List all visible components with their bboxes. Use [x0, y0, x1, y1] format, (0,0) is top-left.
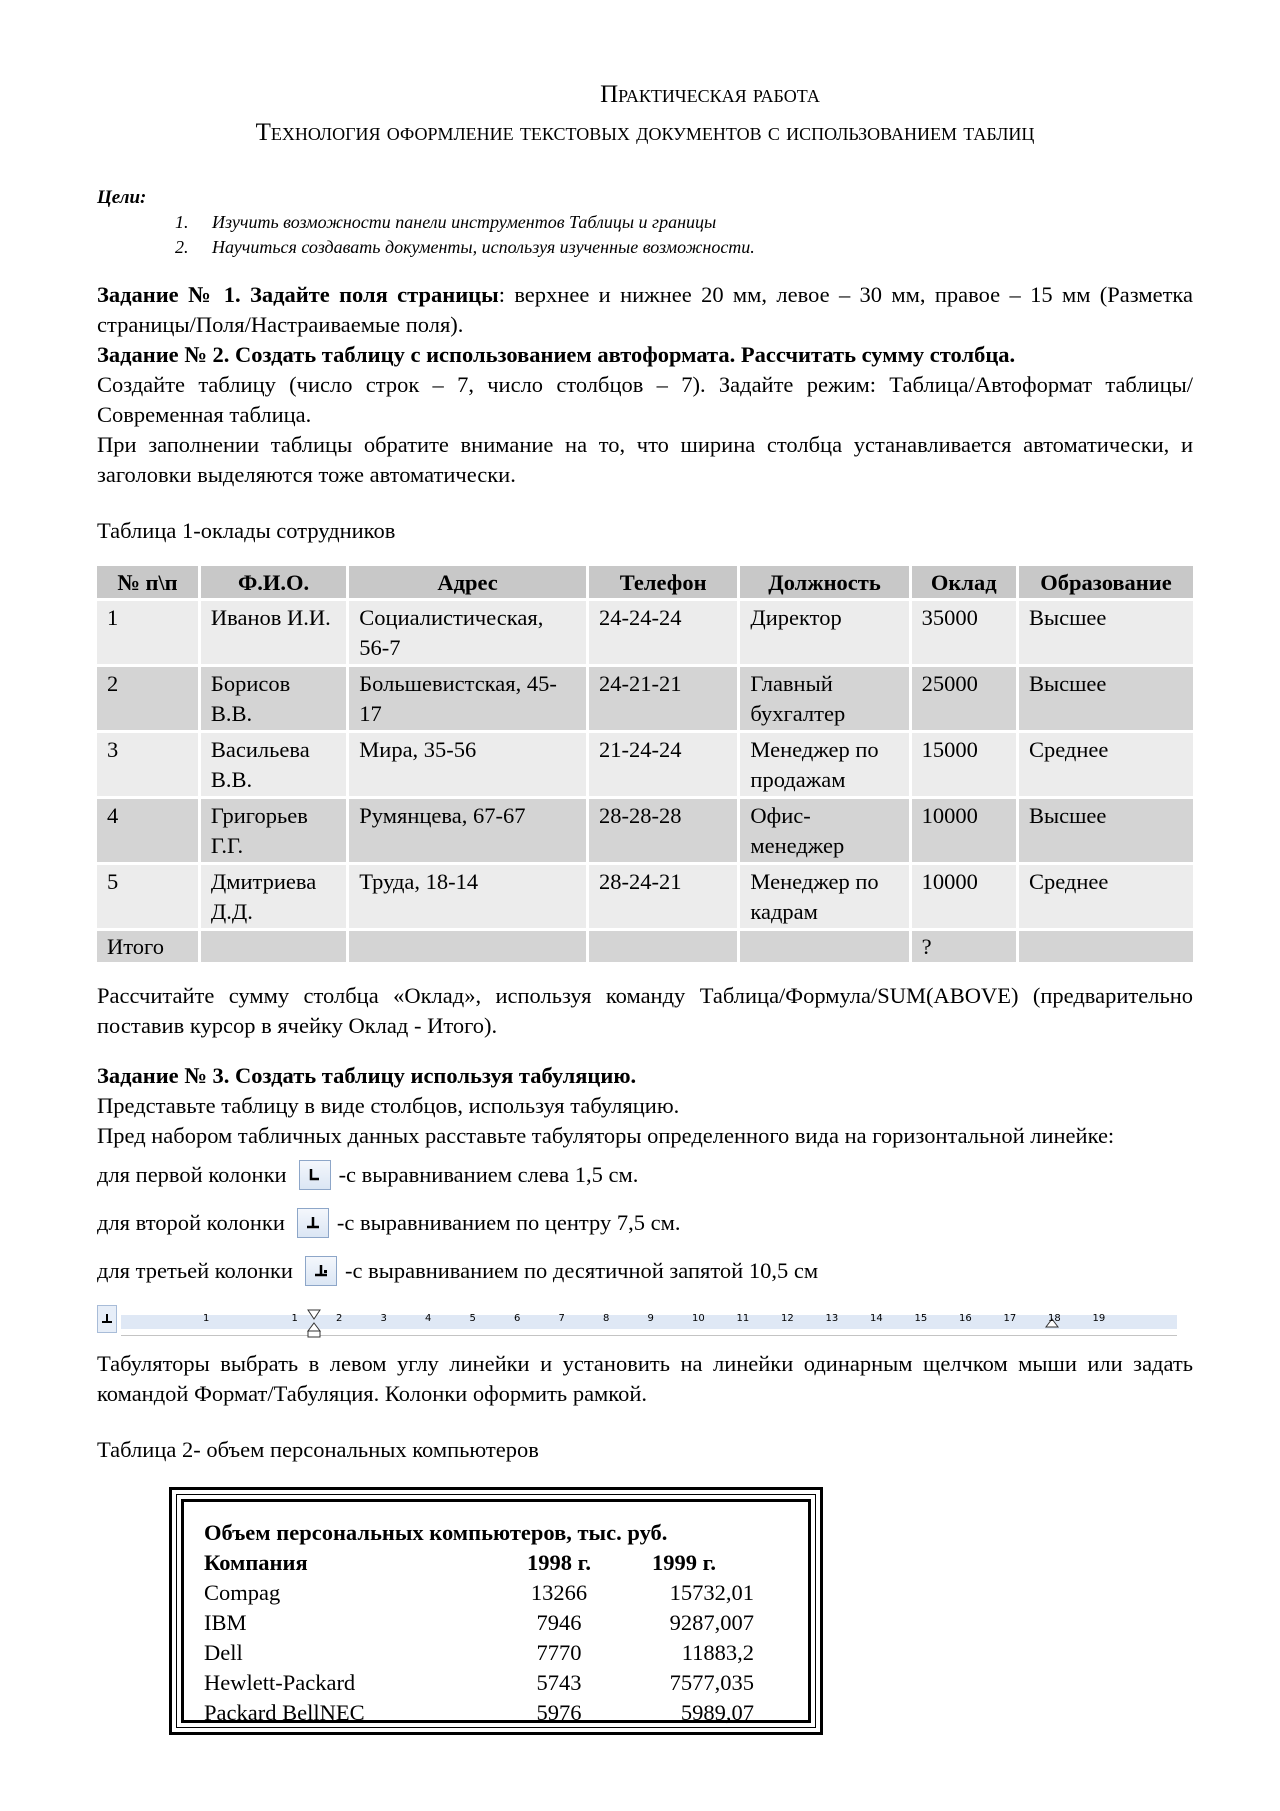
table-cell: Менеджер по продажам [740, 733, 908, 796]
table-row [97, 601, 1193, 664]
goals-list [175, 210, 1193, 260]
ruler-number: 19 [1092, 1313, 1106, 1324]
tab-left-icon [299, 1160, 331, 1190]
tab-left-line [97, 1151, 1193, 1199]
column-header: Должность [740, 566, 908, 598]
column-header: Телефон [589, 566, 737, 598]
table-cell: 21-24-24 [589, 733, 737, 796]
ruler-number: 14 [870, 1313, 883, 1324]
ruler-number: 18 [1048, 1313, 1061, 1324]
salary-table [94, 563, 1196, 965]
ruler-number: 13 [825, 1313, 839, 1324]
goal-text: Научиться создавать документы, используя изученные возможности. [212, 237, 755, 257]
ruler-number: 4 [425, 1313, 432, 1324]
table-cell: Румянцева, 67-67 [349, 799, 586, 862]
table-cell: 10000 [912, 865, 1016, 928]
table-cell: Среднее [1019, 733, 1193, 796]
goal-number: 1. [175, 212, 189, 232]
table-cell: 24-24-24 [589, 601, 737, 664]
table-cell: Григорьев Г.Г. [201, 799, 346, 862]
ruler-number: 8 [603, 1313, 610, 1324]
table1-caption: Таблица 1-оклады сотрудников [97, 518, 396, 543]
table-row [97, 733, 1193, 796]
table-cell: Packard BellNEC [204, 1700, 365, 1725]
table-cell: Итого [97, 931, 198, 962]
computers-table-frame [169, 1487, 823, 1735]
goal-item [175, 210, 1193, 235]
column-header: Образование [1019, 566, 1193, 598]
horizontal-ruler [97, 1303, 1177, 1341]
ruler-number: 6 [514, 1313, 521, 1324]
ruler-number: 5 [469, 1313, 476, 1324]
task3-heading [97, 1061, 1193, 1091]
table-cell: Менеджер по кадрам [740, 865, 908, 928]
ruler-number: 7 [558, 1313, 565, 1324]
table-cell: 5989,07 [680, 1700, 754, 1725]
table-row [204, 1698, 788, 1728]
task1-heading: Задание № 1. Задайте поля страницы [97, 282, 499, 307]
table-cell: Социалистическая, 56-7 [349, 601, 586, 664]
column-header: Оклад [912, 566, 1016, 598]
table-cell: 9287,007 [669, 1610, 754, 1635]
ruler-number: 16 [959, 1313, 972, 1324]
ruler-margin [121, 1315, 231, 1329]
table-cell: Большевистская, 45-17 [349, 667, 586, 730]
table-cell: 5 [97, 865, 198, 928]
tab-center-text: -с выравниванием по центру 7,5 см. [336, 1210, 681, 1235]
task3-heading-text: Задание № 3. Создать таблицу используя табуляцию. [97, 1063, 637, 1088]
tab-center-label: для второй колонки [97, 1210, 285, 1235]
task3-paragraph-3: Табуляторы выбрать в левом углу линейки и установить на линейки одинарным щелчком мыши или задать командой Формат/Табуляция. Колонки оформить рамкой. [97, 1351, 1193, 1406]
table-cell: Борисов В.В. [201, 667, 346, 730]
column-header: Адрес [349, 566, 586, 598]
goal-item [175, 235, 1193, 260]
task3-paragraph-2: Пред набором табличных данных расставьте табуляторы определенного вида на горизонтальной линейке: [97, 1123, 1115, 1148]
table-total-row [97, 931, 1193, 962]
table2-caption: Таблица 2- объем персональных компьютеров [97, 1437, 539, 1462]
tab-decimal-label: для третьей колонки [97, 1258, 293, 1283]
task2-paragraph-2: При заполнении таблицы обратите внимание на то, что ширина столбца устанавливается автоматически, и заголовки выделяются тоже автоматически. [97, 432, 1193, 487]
table2-header-row [204, 1548, 788, 1578]
table-cell: 7577,035 [669, 1670, 754, 1695]
table-row [204, 1578, 788, 1608]
tab-selector-icon[interactable] [97, 1305, 117, 1333]
column-header: Ф.И.О. [201, 566, 346, 598]
table-cell [1019, 931, 1193, 962]
table-cell: Васильева В.В. [201, 733, 346, 796]
table-cell: 4 [97, 799, 198, 862]
table-cell: 25000 [912, 667, 1016, 730]
table-cell [589, 931, 737, 962]
document-subtitle: Технология оформление текстовых документов с использованием таблиц [255, 119, 1035, 146]
ruler-number: 1 [203, 1313, 210, 1324]
table-row [204, 1638, 788, 1668]
table-cell: 3 [97, 733, 198, 796]
table-cell: IBM [204, 1610, 247, 1635]
table-cell: 7770 [536, 1640, 582, 1665]
table2-title: Объем персональных компьютеров, тыс. руб. [204, 1520, 668, 1545]
table-cell: 15000 [912, 733, 1016, 796]
table-cell: 1 [97, 601, 198, 664]
table-cell: 7946 [536, 1610, 582, 1635]
frame-inner [176, 1494, 816, 1728]
table-row [97, 799, 1193, 862]
tab-decimal-line [97, 1247, 1193, 1295]
column-header: 1998 г. [527, 1550, 591, 1575]
table-cell [740, 931, 908, 962]
goal-number: 2. [175, 237, 189, 257]
table-cell: 2 [97, 667, 198, 730]
table-cell: Среднее [1019, 865, 1193, 928]
column-header: Компания [204, 1550, 308, 1575]
ruler-number: 11 [736, 1313, 750, 1324]
ruler-number: 9 [647, 1313, 654, 1324]
ruler-number: 3 [380, 1313, 387, 1324]
task2-paragraph-1: Создайте таблицу (число строк – 7, число столбцов – 7). Задайте режим: Таблица/Автоформат таблицы/Современная таблица. [97, 372, 1193, 427]
column-header: 1999 г. [652, 1550, 716, 1575]
table-cell: 5743 [536, 1670, 582, 1695]
tab-center-icon [297, 1208, 329, 1238]
table-cell: Высшее [1019, 601, 1193, 664]
table-cell: 28-28-28 [589, 799, 737, 862]
tab-left-text: -с выравниванием слева 1,5 см. [338, 1162, 639, 1187]
indent-marker-icon[interactable] [307, 1309, 321, 1339]
table-row [97, 865, 1193, 928]
table-cell: Офис-менеджер [740, 799, 908, 862]
ruler-number: 2 [336, 1313, 343, 1324]
ruler-number: 17 [1003, 1313, 1017, 1324]
tab-left-label: для первой колонки [97, 1162, 287, 1187]
tab-center-line [97, 1199, 1193, 1247]
table-cell: 10000 [912, 799, 1016, 862]
table-cell: Compag [204, 1580, 281, 1605]
table-cell: 11883,2 [681, 1640, 754, 1665]
table-cell: Hewlett-Packard [204, 1670, 356, 1695]
table-cell: 5976 [536, 1700, 582, 1725]
table-cell: Дмитриева Д.Д. [201, 865, 346, 928]
ruler-number: 15 [914, 1313, 928, 1324]
task3-paragraph-1: Представьте таблицу в виде столбцов, используя табуляцию. [97, 1093, 680, 1118]
tab-decimal-icon [305, 1256, 337, 1286]
table-row [97, 667, 1193, 730]
table-cell: Иванов И.И. [201, 601, 346, 664]
table-cell: Директор [740, 601, 908, 664]
table-cell: 24-21-21 [589, 667, 737, 730]
tab-decimal-text: -с выравниванием по десятичной запятой 10,5 см [344, 1258, 819, 1283]
table-cell: Труда, 18-14 [349, 865, 586, 928]
ruler-number: 12 [781, 1313, 794, 1324]
goals-heading: Цели: [97, 187, 147, 208]
task2-heading-text: Задание № 2. Создать таблицу с использованием автоформата. Рассчитать сумму столбца. [97, 342, 1016, 367]
table-cell: Главный бухгалтер [740, 667, 908, 730]
task2-heading [97, 340, 1193, 370]
task1-paragraph [97, 280, 1193, 340]
table-cell: Высшее [1019, 667, 1193, 730]
table-cell: Dell [204, 1640, 243, 1665]
table-cell: 15732,01 [669, 1580, 754, 1605]
table1-instruction: Рассчитайте сумму столбца «Оклад», используя команду Таблица/Формула/SUM(ABOVE) (предварительно поставив курсор в ячейку Оклад - Итого). [97, 983, 1193, 1038]
table-cell: 13266 [530, 1580, 588, 1605]
table-cell: ? [912, 931, 1016, 962]
goal-text: Изучить возможности панели инструментов Таблицы и границы [212, 212, 717, 232]
table-cell: Высшее [1019, 799, 1193, 862]
column-header: № п\п [97, 566, 198, 598]
document-content [97, 80, 1193, 1735]
table-cell: 35000 [912, 601, 1016, 664]
task1-text: : верхнее и нижнее 20 мм, левое – 30 мм, правое – 15 мм (Разметка страницы/Поля/Настраиваемые поля). [97, 282, 1193, 337]
table-row [204, 1608, 788, 1638]
table-row [204, 1668, 788, 1698]
frame-content [181, 1499, 811, 1723]
ruler-number: 1 [291, 1313, 298, 1324]
table-cell [201, 931, 346, 962]
table-header-row [97, 566, 1193, 598]
table-cell [349, 931, 586, 962]
ruler-number: 10 [692, 1313, 705, 1324]
table-cell: 28-24-21 [589, 865, 737, 928]
table-cell: Мира, 35-56 [349, 733, 586, 796]
document-title: Практическая работа [600, 81, 820, 108]
